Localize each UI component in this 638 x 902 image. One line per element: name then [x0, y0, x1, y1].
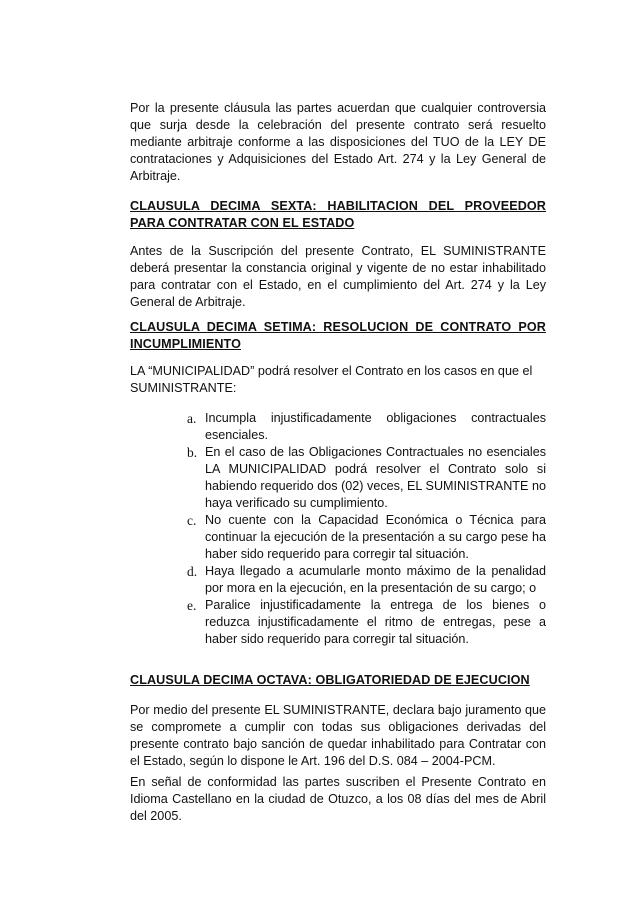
- list-item-text: Haya llegado a acumularle monto máximo de la penalidad por mora en la ejecución, en la presentación de su cargo; o: [205, 564, 546, 595]
- list-item: [130, 512, 546, 563]
- list-item: [130, 444, 546, 512]
- list-marker: b.: [187, 445, 198, 460]
- list-marker: d.: [187, 564, 198, 579]
- clause-18-heading: CLAUSULA DECIMA OCTAVA: OBLIGATORIEDAD DE EJECUCION: [130, 673, 530, 687]
- list-item: [130, 563, 546, 597]
- list-item-text: En el caso de las Obligaciones Contractuales no esenciales LA MUNICIPALIDAD podrá resolver el Contrato solo si habiendo requerido dos (02) veces, EL SUMINISTRANTE no haya verificado su cumplimiento.: [205, 445, 546, 510]
- clause-18-body: Por medio del presente EL SUMINISTRANTE, declara bajo juramento que se compromete a cumplir con todas sus obligaciones derivadas del presente contrato bajo sanción de quedar inhabilitado para Contratar con el Estado, según lo dispone le Art. 196 del D.S. 084 – 2004-PCM.: [130, 703, 546, 768]
- clause-16-body: Antes de la Suscripción del presente Contrato, EL SUMINISTRANTE deberá presentar la constancia original y vigente de no estar inhabilitado para contratar con el Estado, en el cumplimiento del Art. 274 y la Ley General de Arbitraje.: [130, 244, 546, 309]
- list-marker: e.: [187, 598, 197, 613]
- closing-paragraph: En señal de conformidad las partes suscriben el Presente Contrato en Idioma Castellano en la ciudad de Otuzco, a los 08 días del mes de Abril del 2005.: [130, 775, 546, 823]
- list-item: [130, 597, 546, 648]
- arbitration-paragraph: Por la presente cláusula las partes acuerdan que cualquier controversia que surja desde la celebración del presente contrato será resuelto mediante arbitraje conforme a las disposiciones del TUO de la LEY DE contrataciones y Adquisiciones del Estado Art. 274 y la Ley General de Arbitraje.: [130, 101, 546, 183]
- list-item-text: Incumpla injustificadamente obligaciones contractuales esenciales.: [205, 411, 546, 442]
- clause-17-body: LA “MUNICIPALIDAD” podrá resolver el Contrato en los casos en que el SUMINISTRANTE:: [130, 364, 533, 395]
- list-item-text: Paralice injustificadamente la entrega de los bienes o reduzca injustificadamente el ritmo de entregas, pese a haber sido requerido para corregir tal situación.: [205, 598, 546, 646]
- clause-17-list: [130, 410, 546, 648]
- list-marker: c.: [187, 513, 197, 528]
- list-item: [130, 410, 546, 444]
- list-marker: a.: [187, 411, 197, 426]
- clause-16-heading: CLAUSULA DECIMA SEXTA: HABILITACION DEL PROVEEDOR PARA CONTRATAR CON EL ESTADO: [130, 199, 546, 230]
- clause-17-heading: CLAUSULA DECIMA SETIMA: RESOLUCION DE CONTRATO POR INCUMPLIMIENTO: [130, 320, 546, 351]
- list-item-text: No cuente con la Capacidad Económica o Técnica para continuar la ejecución de la presentación a su cargo pese ha haber sido requerido para corregir tal situación.: [205, 513, 546, 561]
